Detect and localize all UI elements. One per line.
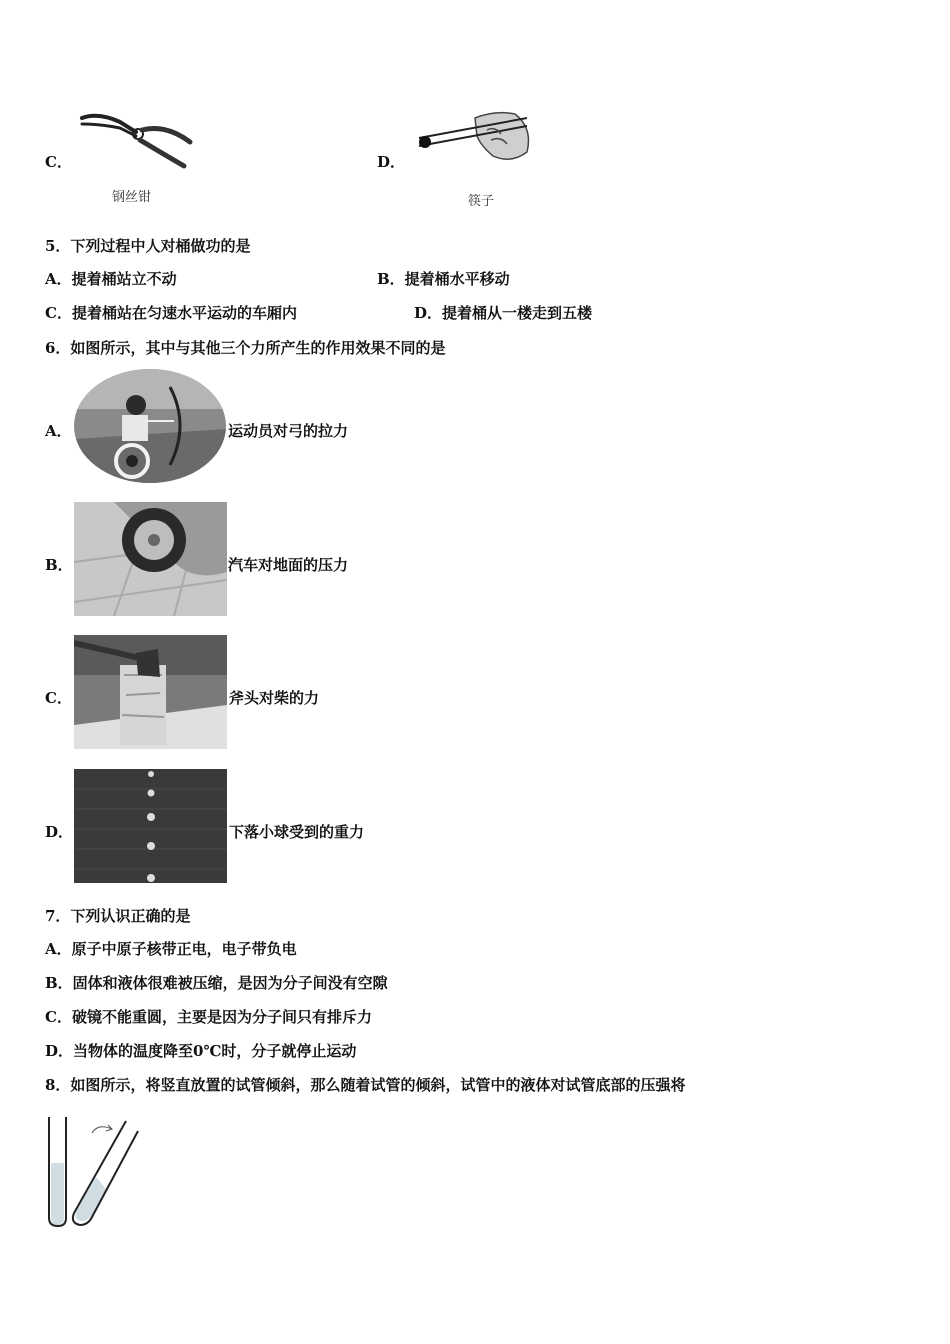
q7-option-a: A．原子中原子核带正电，电子带负电 bbox=[45, 940, 297, 958]
q6-option-d-label: D． bbox=[45, 823, 74, 841]
q6-option-c-label: C． bbox=[45, 689, 72, 707]
pliers-caption: 钢丝钳 bbox=[112, 190, 152, 205]
q5-option-a: A．提着桶站立不动 bbox=[45, 270, 177, 288]
pliers-figure bbox=[78, 110, 196, 175]
q6-option-d-text: 下落小球受到的重力 bbox=[229, 823, 365, 841]
q4-option-c-label: C． bbox=[45, 153, 72, 171]
q5-option-d: D．提着桶从一楼走到五楼 bbox=[414, 304, 593, 322]
q5-option-b: B．提着桶水平移动 bbox=[377, 270, 510, 288]
chopsticks-figure bbox=[415, 108, 540, 168]
q8-stem: 8．如图所示，将竖直放置的试管倾斜，那么随着试管的倾斜，试管中的液体对试管底部的压强将 bbox=[45, 1076, 686, 1094]
q6-option-a-label: A． bbox=[45, 422, 72, 440]
q7-option-d: D．当物体的温度降至0℃时，分子就停止运动 bbox=[45, 1042, 357, 1060]
q7-stem: 7．下列认识正确的是 bbox=[45, 907, 191, 925]
test-tube-figure bbox=[44, 1115, 146, 1230]
axe-wood-photo bbox=[74, 635, 227, 749]
falling-ball-photo bbox=[74, 769, 227, 883]
car-tire-photo bbox=[74, 502, 227, 616]
q6-option-a-text: 运动员对弓的拉力 bbox=[228, 422, 349, 440]
q7-option-b: B．固体和液体很难被压缩，是因为分子间没有空隙 bbox=[45, 974, 388, 992]
q7-option-c: C．破镜不能重圆，主要是因为分子间只有排斥力 bbox=[45, 1008, 372, 1026]
chopsticks-caption: 筷子 bbox=[468, 194, 495, 209]
q5-stem: 5．下列过程中人对桶做功的是 bbox=[45, 237, 251, 255]
q5-option-c: C．提着桶站在匀速水平运动的车厢内 bbox=[45, 304, 297, 322]
q6-option-b-label: B． bbox=[45, 556, 73, 574]
q6-option-c-text: 斧头对柴的力 bbox=[229, 689, 320, 707]
q6-stem: 6．如图所示，其中与其他三个力所产生的作用效果不同的是 bbox=[45, 339, 446, 357]
q4-option-d-label: D． bbox=[377, 153, 406, 171]
archer-photo bbox=[74, 369, 226, 483]
q6-option-b-text: 汽车对地面的压力 bbox=[228, 556, 349, 574]
